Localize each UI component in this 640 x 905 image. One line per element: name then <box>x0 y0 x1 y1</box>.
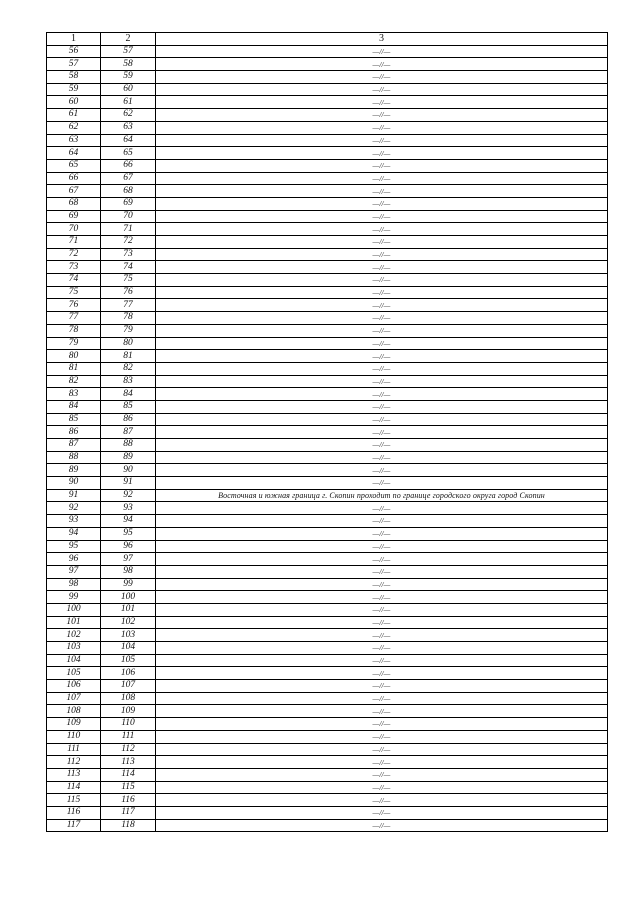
point-from: 89 <box>47 464 101 477</box>
point-to: 91 <box>101 477 156 490</box>
table-row <box>47 147 608 160</box>
table-row <box>47 299 608 312</box>
point-from: 107 <box>47 692 101 705</box>
point-from: 98 <box>47 578 101 591</box>
point-from: 81 <box>47 362 101 375</box>
point-to: 103 <box>101 629 156 642</box>
boundary-description: —//— <box>156 71 608 84</box>
boundary-description: —//— <box>156 768 608 781</box>
boundary-description: —//— <box>156 718 608 731</box>
boundary-description: —//— <box>156 134 608 147</box>
point-from: 109 <box>47 718 101 731</box>
point-from: 114 <box>47 781 101 794</box>
table-row <box>47 692 608 705</box>
boundary-description: —//— <box>156 426 608 439</box>
table-row <box>47 286 608 299</box>
header-col-3: 3 <box>156 33 608 46</box>
boundary-description: —//— <box>156 362 608 375</box>
point-to: 94 <box>101 515 156 528</box>
boundary-description: —//— <box>156 96 608 109</box>
point-to: 95 <box>101 527 156 540</box>
table-row <box>47 337 608 350</box>
point-from: 83 <box>47 388 101 401</box>
point-from: 104 <box>47 654 101 667</box>
boundary-description: —//— <box>156 147 608 160</box>
boundary-description: —//— <box>156 121 608 134</box>
table-row <box>47 515 608 528</box>
point-to: 113 <box>101 756 156 769</box>
table-row <box>47 261 608 274</box>
point-from: 74 <box>47 274 101 287</box>
table-row <box>47 236 608 249</box>
point-from: 92 <box>47 502 101 515</box>
boundary-description: —//— <box>156 629 608 642</box>
boundary-description: —//— <box>156 781 608 794</box>
table-row <box>47 616 608 629</box>
boundary-description: —//— <box>156 743 608 756</box>
table-row <box>47 502 608 515</box>
table-row <box>47 248 608 261</box>
table-row <box>47 388 608 401</box>
table-row <box>47 324 608 337</box>
table-row <box>47 642 608 655</box>
point-from: 117 <box>47 819 101 832</box>
header-row <box>47 33 608 46</box>
point-from: 95 <box>47 540 101 553</box>
point-to: 108 <box>101 692 156 705</box>
point-to: 59 <box>101 71 156 84</box>
table-row <box>47 121 608 134</box>
point-from: 90 <box>47 477 101 490</box>
header-col-2: 2 <box>101 33 156 46</box>
table-row <box>47 172 608 185</box>
point-to: 58 <box>101 58 156 71</box>
table-row <box>47 96 608 109</box>
point-to: 70 <box>101 210 156 223</box>
point-to: 87 <box>101 426 156 439</box>
point-from: 97 <box>47 565 101 578</box>
point-to: 65 <box>101 147 156 160</box>
point-to: 92 <box>101 489 156 502</box>
point-to: 99 <box>101 578 156 591</box>
point-to: 114 <box>101 768 156 781</box>
point-from: 94 <box>47 527 101 540</box>
point-to: 76 <box>101 286 156 299</box>
point-from: 91 <box>47 489 101 502</box>
boundary-description: —//— <box>156 185 608 198</box>
table-row <box>47 743 608 756</box>
boundary-description: —//— <box>156 58 608 71</box>
point-to: 71 <box>101 223 156 236</box>
point-to: 62 <box>101 109 156 122</box>
point-to: 73 <box>101 248 156 261</box>
point-from: 69 <box>47 210 101 223</box>
point-to: 78 <box>101 312 156 325</box>
boundary-description: —//— <box>156 337 608 350</box>
point-to: 82 <box>101 362 156 375</box>
point-to: 72 <box>101 236 156 249</box>
point-to: 68 <box>101 185 156 198</box>
point-from: 79 <box>47 337 101 350</box>
table-row <box>47 591 608 604</box>
point-from: 86 <box>47 426 101 439</box>
boundary-description: —//— <box>156 261 608 274</box>
table-row <box>47 718 608 731</box>
point-from: 67 <box>47 185 101 198</box>
point-from: 62 <box>47 121 101 134</box>
point-to: 77 <box>101 299 156 312</box>
boundary-description: —//— <box>156 603 608 616</box>
table-row <box>47 489 608 502</box>
point-to: 80 <box>101 337 156 350</box>
boundary-description: —//— <box>156 477 608 490</box>
point-from: 106 <box>47 680 101 693</box>
point-to: 110 <box>101 718 156 731</box>
table-row <box>47 578 608 591</box>
point-from: 87 <box>47 439 101 452</box>
point-from: 112 <box>47 756 101 769</box>
point-from: 65 <box>47 159 101 172</box>
table-row <box>47 705 608 718</box>
point-from: 100 <box>47 603 101 616</box>
boundary-description: —//— <box>156 794 608 807</box>
table-row <box>47 274 608 287</box>
table-row <box>47 603 608 616</box>
point-to: 84 <box>101 388 156 401</box>
table-row <box>47 426 608 439</box>
point-from: 108 <box>47 705 101 718</box>
table-row <box>47 71 608 84</box>
point-from: 58 <box>47 71 101 84</box>
point-from: 93 <box>47 515 101 528</box>
point-to: 116 <box>101 794 156 807</box>
point-to: 101 <box>101 603 156 616</box>
table-row <box>47 223 608 236</box>
point-from: 71 <box>47 236 101 249</box>
point-to: 106 <box>101 667 156 680</box>
boundary-description: —//— <box>156 286 608 299</box>
boundary-description: —//— <box>156 692 608 705</box>
point-to: 112 <box>101 743 156 756</box>
point-to: 75 <box>101 274 156 287</box>
boundary-description: —//— <box>156 806 608 819</box>
point-from: 111 <box>47 743 101 756</box>
point-from: 63 <box>47 134 101 147</box>
point-to: 93 <box>101 502 156 515</box>
boundary-description: —//— <box>156 248 608 261</box>
boundary-description: —//— <box>156 464 608 477</box>
table-body <box>47 45 608 832</box>
boundary-description: —//— <box>156 83 608 96</box>
point-to: 97 <box>101 553 156 566</box>
boundary-description: —//— <box>156 197 608 210</box>
table-row <box>47 806 608 819</box>
boundary-description: —//— <box>156 705 608 718</box>
boundary-description: —//— <box>156 819 608 832</box>
boundary-description: —//— <box>156 654 608 667</box>
point-from: 88 <box>47 451 101 464</box>
boundary-description: —//— <box>156 616 608 629</box>
boundary-description: —//— <box>156 642 608 655</box>
boundary-description: —//— <box>156 400 608 413</box>
point-from: 68 <box>47 197 101 210</box>
boundary-description: —//— <box>156 502 608 515</box>
boundary-description: —//— <box>156 413 608 426</box>
boundary-description: —//— <box>156 680 608 693</box>
table-row <box>47 565 608 578</box>
table-row <box>47 629 608 642</box>
boundary-description: —//— <box>156 299 608 312</box>
point-to: 74 <box>101 261 156 274</box>
point-to: 89 <box>101 451 156 464</box>
boundary-description: —//— <box>156 45 608 58</box>
table-row <box>47 134 608 147</box>
boundary-description: —//— <box>156 439 608 452</box>
point-to: 109 <box>101 705 156 718</box>
table-row <box>47 477 608 490</box>
table-row <box>47 464 608 477</box>
point-to: 100 <box>101 591 156 604</box>
table-row <box>47 375 608 388</box>
point-to: 98 <box>101 565 156 578</box>
point-from: 85 <box>47 413 101 426</box>
table-row <box>47 109 608 122</box>
boundary-description: —//— <box>156 451 608 464</box>
point-to: 69 <box>101 197 156 210</box>
boundary-description: —//— <box>156 274 608 287</box>
point-to: 63 <box>101 121 156 134</box>
point-to: 111 <box>101 730 156 743</box>
boundary-description: —//— <box>156 388 608 401</box>
point-from: 59 <box>47 83 101 96</box>
point-to: 105 <box>101 654 156 667</box>
point-to: 118 <box>101 819 156 832</box>
point-to: 57 <box>101 45 156 58</box>
point-to: 83 <box>101 375 156 388</box>
boundary-description: —//— <box>156 667 608 680</box>
table-row <box>47 794 608 807</box>
point-from: 115 <box>47 794 101 807</box>
point-to: 79 <box>101 324 156 337</box>
point-from: 66 <box>47 172 101 185</box>
point-to: 96 <box>101 540 156 553</box>
table-row <box>47 553 608 566</box>
point-from: 96 <box>47 553 101 566</box>
point-from: 76 <box>47 299 101 312</box>
table-row <box>47 58 608 71</box>
point-from: 77 <box>47 312 101 325</box>
table-row <box>47 451 608 464</box>
boundary-description: —//— <box>156 527 608 540</box>
boundary-description: —//— <box>156 172 608 185</box>
table-row <box>47 185 608 198</box>
boundary-description: —//— <box>156 565 608 578</box>
table-row <box>47 413 608 426</box>
table-header <box>47 33 608 46</box>
table-row <box>47 768 608 781</box>
boundary-description: —//— <box>156 591 608 604</box>
point-to: 67 <box>101 172 156 185</box>
point-to: 90 <box>101 464 156 477</box>
table-row <box>47 540 608 553</box>
table-row <box>47 210 608 223</box>
boundary-description: —//— <box>156 540 608 553</box>
point-from: 56 <box>47 45 101 58</box>
point-to: 86 <box>101 413 156 426</box>
table-row <box>47 362 608 375</box>
table-row <box>47 730 608 743</box>
point-to: 117 <box>101 806 156 819</box>
point-to: 60 <box>101 83 156 96</box>
boundary-description: —//— <box>156 375 608 388</box>
table-row <box>47 83 608 96</box>
header-col-1: 1 <box>47 33 101 46</box>
table-row <box>47 781 608 794</box>
boundary-description: —//— <box>156 578 608 591</box>
table-row <box>47 680 608 693</box>
table-row <box>47 654 608 667</box>
table-row <box>47 756 608 769</box>
table-row <box>47 45 608 58</box>
point-to: 64 <box>101 134 156 147</box>
boundary-description: Восточная и южная граница г. Скопин проходит по границе городского округа город Скопин <box>156 489 608 502</box>
boundary-description: —//— <box>156 515 608 528</box>
boundary-description: —//— <box>156 223 608 236</box>
table-row <box>47 819 608 832</box>
boundary-description: —//— <box>156 553 608 566</box>
boundary-description: —//— <box>156 730 608 743</box>
boundary-points-table <box>46 32 608 832</box>
point-from: 60 <box>47 96 101 109</box>
boundary-description: —//— <box>156 324 608 337</box>
point-from: 78 <box>47 324 101 337</box>
table-row <box>47 159 608 172</box>
point-to: 104 <box>101 642 156 655</box>
point-from: 101 <box>47 616 101 629</box>
point-from: 64 <box>47 147 101 160</box>
point-from: 110 <box>47 730 101 743</box>
table-row <box>47 527 608 540</box>
table-row <box>47 400 608 413</box>
point-from: 70 <box>47 223 101 236</box>
point-from: 57 <box>47 58 101 71</box>
point-from: 99 <box>47 591 101 604</box>
boundary-description: —//— <box>156 210 608 223</box>
boundary-description: —//— <box>156 756 608 769</box>
point-to: 81 <box>101 350 156 363</box>
table-row <box>47 197 608 210</box>
point-from: 73 <box>47 261 101 274</box>
boundary-description: —//— <box>156 159 608 172</box>
boundary-description: —//— <box>156 350 608 363</box>
point-from: 105 <box>47 667 101 680</box>
table-row <box>47 350 608 363</box>
point-from: 116 <box>47 806 101 819</box>
point-from: 113 <box>47 768 101 781</box>
boundary-description: —//— <box>156 236 608 249</box>
point-from: 82 <box>47 375 101 388</box>
table-row <box>47 312 608 325</box>
point-to: 107 <box>101 680 156 693</box>
table-row <box>47 667 608 680</box>
point-to: 66 <box>101 159 156 172</box>
point-from: 84 <box>47 400 101 413</box>
point-from: 72 <box>47 248 101 261</box>
point-from: 80 <box>47 350 101 363</box>
point-to: 85 <box>101 400 156 413</box>
point-to: 115 <box>101 781 156 794</box>
point-to: 88 <box>101 439 156 452</box>
point-from: 61 <box>47 109 101 122</box>
boundary-description: —//— <box>156 109 608 122</box>
table-row <box>47 439 608 452</box>
point-from: 103 <box>47 642 101 655</box>
point-to: 102 <box>101 616 156 629</box>
point-to: 61 <box>101 96 156 109</box>
boundary-description: —//— <box>156 312 608 325</box>
point-from: 102 <box>47 629 101 642</box>
point-from: 75 <box>47 286 101 299</box>
